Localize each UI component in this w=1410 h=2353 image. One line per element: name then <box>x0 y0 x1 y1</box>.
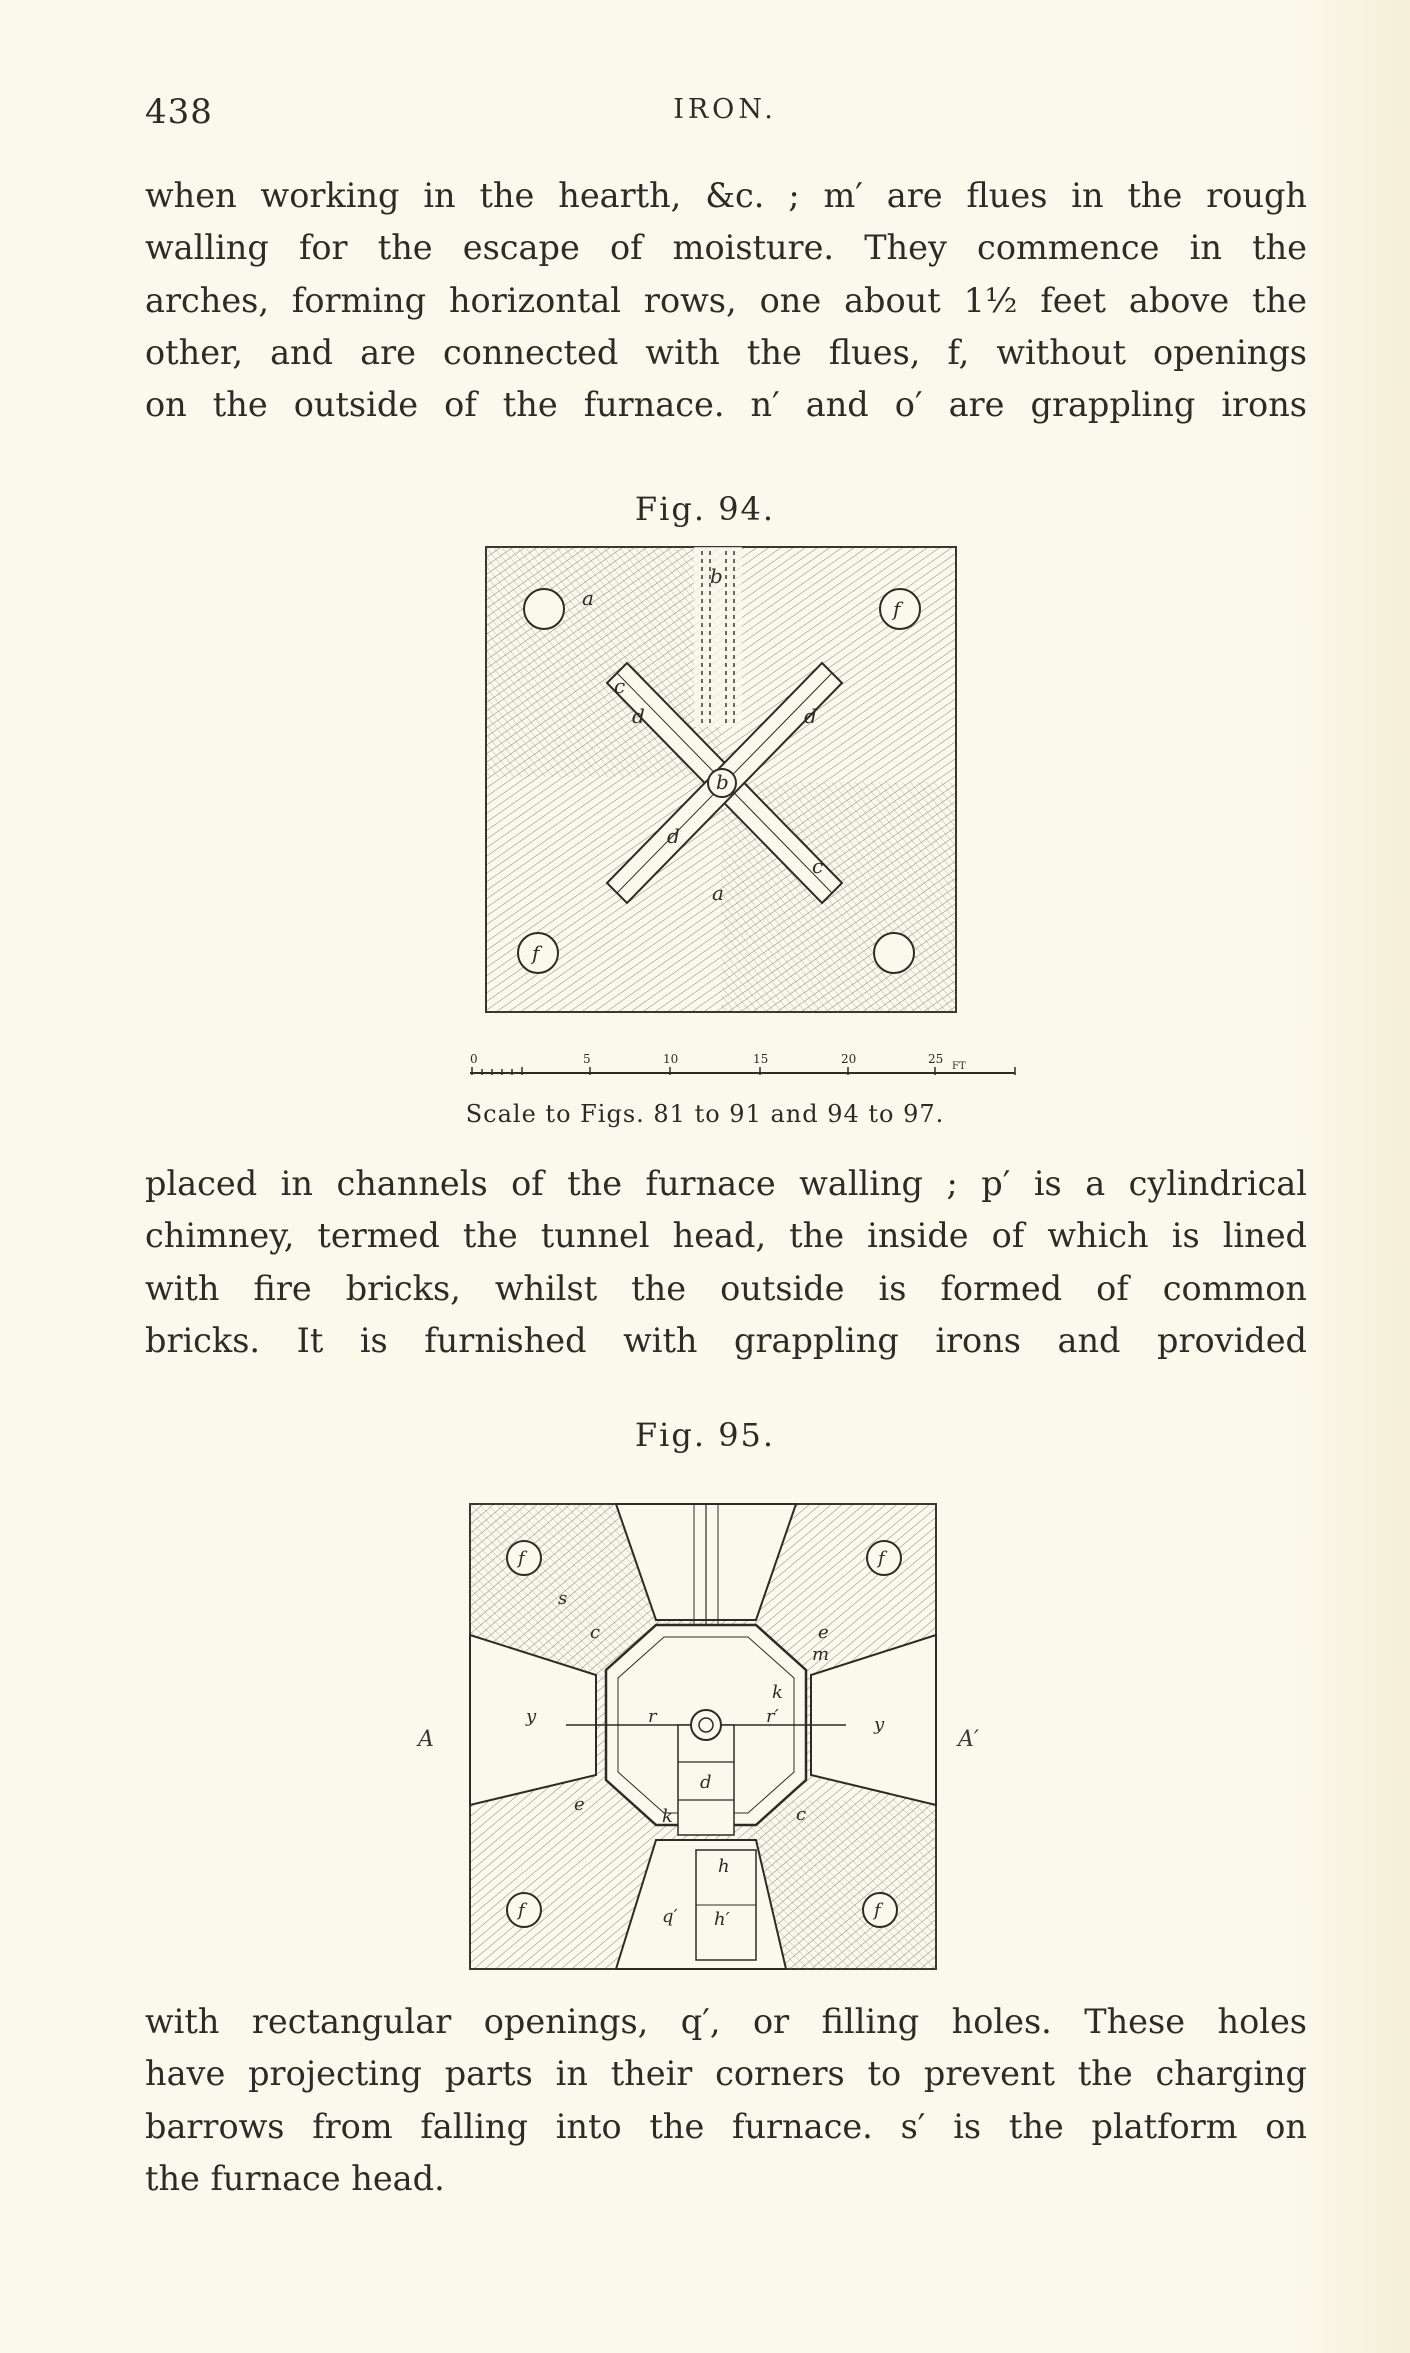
figure-94-caption: Fig. 94. <box>634 490 776 528</box>
fig95-label: c <box>796 1804 807 1825</box>
scale-tick: 0 <box>470 1052 478 1066</box>
text-line: with fire bricks, whilst the outside is formed of common <box>145 1268 1307 1308</box>
scale-bar <box>470 1045 1020 1085</box>
fig94-label: f <box>532 941 540 965</box>
text-line: chimney, termed the tunnel head, the inside of which is lined <box>145 1216 1307 1256</box>
text-line: have projecting parts in their corners to prevent the charging <box>145 2054 1307 2094</box>
fig94-label: f <box>893 597 901 621</box>
scale-tick: 10 <box>663 1052 679 1066</box>
fig95-label: m <box>812 1644 830 1665</box>
text-line: on the outside of the furnace. n′ and o′ are grappling irons <box>145 385 1307 425</box>
fig95-label: e <box>574 1794 585 1815</box>
text-line: bricks. It is furnished with grappling irons and provided <box>145 1320 1307 1360</box>
text-line: arches, forming horizontal rows, one about 1½ feet above the <box>145 280 1307 320</box>
fig95-label: e <box>818 1622 829 1643</box>
fig95-label: h′ <box>714 1909 730 1930</box>
fig95-label: k <box>662 1806 673 1827</box>
text-line: walling for the escape of moisture. They commence in the <box>145 228 1307 268</box>
fig94-label: a <box>712 881 724 905</box>
text-line: other, and are connected with the flues, f, without openings <box>145 332 1307 372</box>
fig95-label: q′ <box>662 1906 678 1927</box>
scale-caption: Scale to Figs. 81 to 91 and 94 to 97. <box>465 1100 945 1128</box>
fig95-label: s <box>558 1588 568 1609</box>
scale-tick: 5 <box>583 1052 591 1066</box>
fig94-label: b <box>710 564 723 588</box>
fig94-label: c <box>614 674 626 698</box>
section-mark-a-prime: A′ <box>958 1727 979 1752</box>
fig95-label: h <box>718 1856 730 1877</box>
fig95-label: r <box>648 1706 657 1727</box>
fig94-label: a <box>582 586 594 610</box>
figure-95-drawing <box>466 1500 942 1975</box>
scale-tick: 15 <box>753 1052 769 1066</box>
fig95-label: f <box>518 1900 525 1921</box>
fig94-label: c <box>812 854 824 878</box>
fig95-label: r′ <box>766 1706 779 1727</box>
fig94-label: d <box>667 824 680 848</box>
page-number: 438 <box>145 92 213 132</box>
fig95-label: f <box>878 1548 885 1569</box>
fig94-label: d <box>632 704 645 728</box>
fig94-label: d <box>804 704 817 728</box>
running-title: IRON. <box>673 94 777 125</box>
figure-95-caption: Fig. 95. <box>634 1416 776 1454</box>
text-line: with rectangular openings, q′, or filling holes. These holes <box>145 2002 1307 2041</box>
fig95-label: d <box>700 1772 712 1793</box>
fig95-label: y <box>874 1714 885 1735</box>
fig95-label: y <box>526 1706 537 1727</box>
fig95-label: k <box>772 1682 783 1703</box>
text-line: barrows from falling into the furnace. s′ is the platform on <box>145 2106 1307 2146</box>
text-line: placed in channels of the furnace walling ; p′ is a cylindrical <box>145 1164 1307 1203</box>
text-line: when working in the hearth, &c. ; m′ are flues in the rough <box>145 176 1307 215</box>
scale-tick: 25 <box>928 1052 944 1066</box>
fig95-label: c <box>590 1622 601 1643</box>
paragraph-3 <box>145 1996 1307 2205</box>
running-head <box>145 92 1305 142</box>
fig94-label: b <box>716 770 729 794</box>
section-mark-a: A <box>418 1727 434 1752</box>
paragraph-2 <box>145 1158 1307 1367</box>
fig95-label: f <box>518 1548 525 1569</box>
figure-94-drawing <box>482 543 960 1016</box>
paragraph-1 <box>145 170 1307 431</box>
scale-unit: FT <box>952 1061 966 1072</box>
fig95-label: f <box>874 1900 881 1921</box>
scale-tick: 20 <box>841 1052 857 1066</box>
text-line: the furnace head. <box>145 2158 445 2198</box>
